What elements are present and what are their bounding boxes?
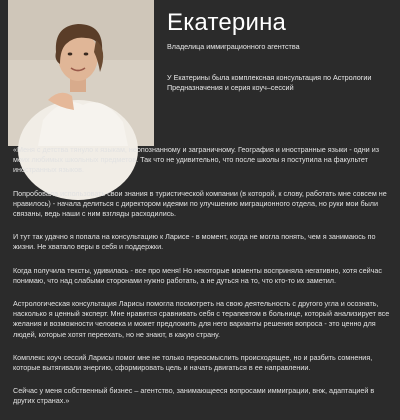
profile-photo xyxy=(8,0,154,146)
testimonial-paragraph: Попробовала использовать свои знания в туристической компании (в которой, к слову, работать мне совсем не нравилось) - начала делиться с директором идеями по улучшению миграционного отдела, но руки мои были связаны, ведь наши с ним взгляды расходились. xyxy=(13,188,387,219)
person-role: Владелица иммиграционного агентства xyxy=(167,42,300,51)
testimonial-body xyxy=(13,145,391,420)
testimonial-paragraph: Когда получила тексты, удивилась - все про меня! Но некоторые моменты восприняла негативно, хотя сейчас понимаю, что над слабыми сторонами нужно работать, а не дуться на то, что кто-то их заметил. xyxy=(13,265,382,285)
testimonial-paragraph: «Меня с детства тянуло к языкам, неопознанному и заграничному. География и иностранные языки - одни из моих любимых школьных предметов. Так что не удивительно, что после школы я поступила на факультет иностранных языков. xyxy=(13,145,380,175)
testimonial-paragraph: И тут так удачно я попала на консультацию к Ларисе - в момент, когда не могла понять, чем я занимаюсь по жизни. Не хватало веры в себя и поддержки. xyxy=(13,232,376,252)
testimonial-paragraph: Сейчас у меня собственный бизнес – агентство, занимающееся вопросами иммиграции, внж, адаптацией в других странах.» xyxy=(13,386,375,406)
person-name: Екатерина xyxy=(167,9,287,36)
testimonial-paragraph: Комплекс коуч сессий Ларисы помог мне не только переосмыслить происходящее, но и разбить сомнения, которые вытягивали энергию, сформировать цель и начать двигаться в ее направлении. xyxy=(13,352,373,373)
consultation-summary: У Екатерины была комплексная консультация по Астрологии Предназначения и серия коуч–сессий xyxy=(167,73,372,92)
testimonial-paragraph: Астрологическая консультация Ларисы помогла посмотреть на свою деятельность с другого угла и осознать, насколько я ценный эксперт. Мне нравится сравнивать себя с терапевтом в больнице, который анализирует все желания и возможности человека и может предложить для него варианты решения вопроса - это ценно для людей, которые хотят переехать, но не знают, в какую страну. xyxy=(13,299,390,339)
